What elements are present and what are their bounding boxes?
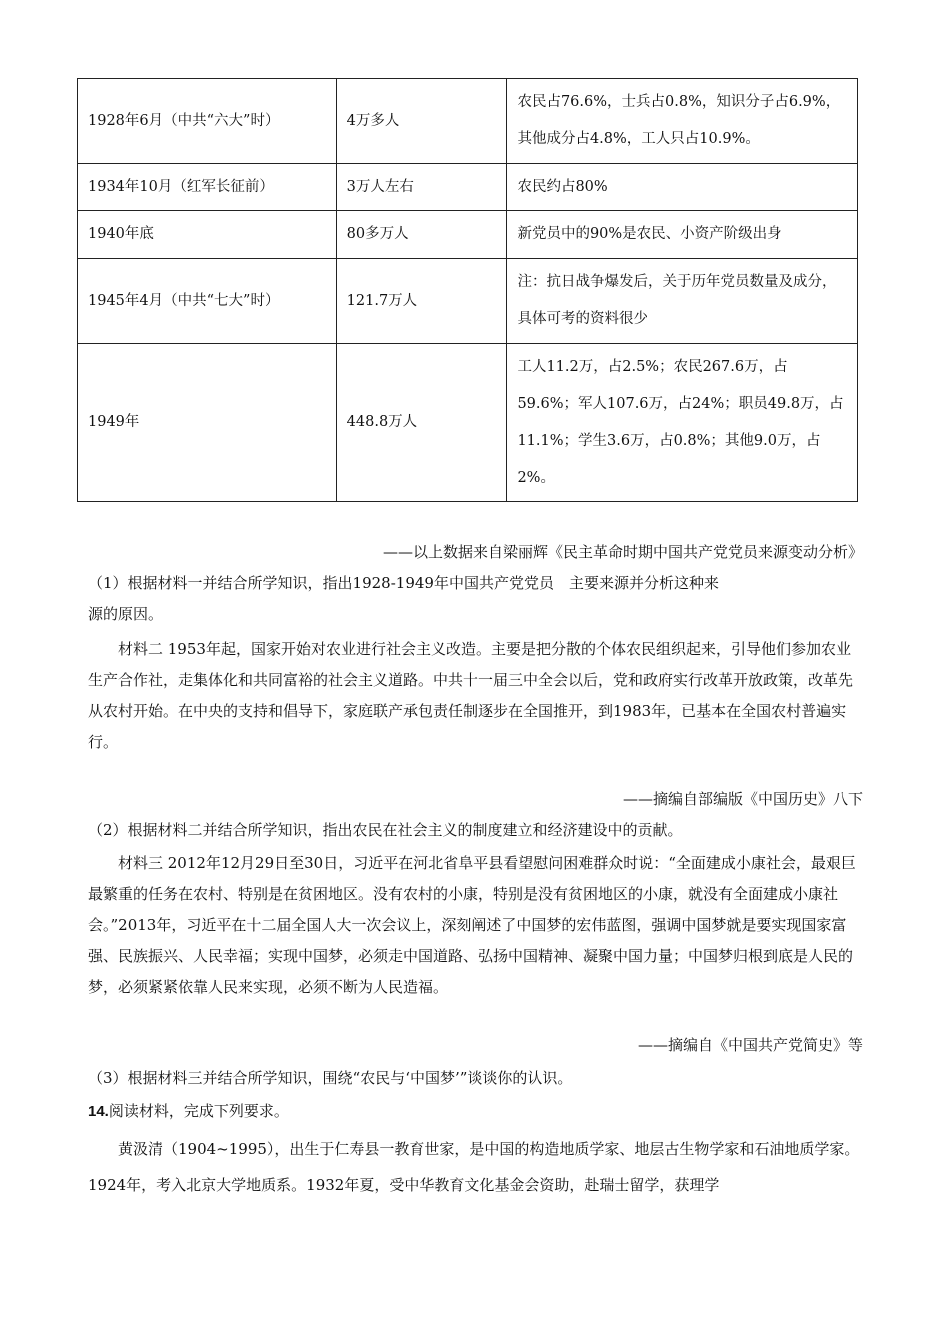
question-number: 14. <box>88 1103 109 1120</box>
table-cell-composition: 注：抗日战争爆发后，关于历年党员数量及成分，具体可考的资料很少 <box>507 259 858 344</box>
table-cell-count: 3万人左右 <box>336 164 507 211</box>
material-3: 材料三 2012年12月29日至30日，习近平在河北省阜平县看望慰问困难群众时说：“全面建成小康社会，最艰巨最繁重的任务在农村、特别是在贫困地区。没有农村的小康，特别是没有贫困地区的小康，就没有全面建成小康社会。”2013年，习近平在十二届全国人大一次会议上，深刻阐述了中国梦的宏伟蓝图，强调中国梦就是要实现国家富强、民族振兴、人民幸福；实现中国梦，必须走中国道路、弘扬中国精神、凝聚中国力量；中国梦归根到底是人民的梦，必须紧紧依靠人民来实现，必须不断为人民造福。 <box>88 854 856 996</box>
material1-source: ——以上数据来自梁丽辉《民主革命时期中国共产党党员来源变动分析》 <box>382 543 863 561</box>
table-cell-time: 1934年10月（红军长征前） <box>78 164 337 211</box>
table-cell-count: 121.7万人 <box>336 259 507 344</box>
table-cell-composition: 农民约占80% <box>507 164 858 211</box>
party-membership-table <box>77 78 858 502</box>
table-row <box>78 344 858 502</box>
table-row <box>78 164 858 211</box>
question-1: （1）根据材料一并结合所学知识，指出1928-1949年中国共产党党员 主要来源并分析这种来源的原因。 <box>88 574 719 623</box>
table-cell-count: 80多万人 <box>336 211 507 259</box>
table-cell-composition: 新党员中的90%是农民、小资产阶级出身 <box>507 211 858 259</box>
question-14-heading <box>88 1096 863 1127</box>
material2-source: ——摘编自部编版《中国历史》八下 <box>622 790 863 808</box>
table-row <box>78 211 858 259</box>
table-cell-count: 448.8万人 <box>336 344 507 502</box>
table-cell-time: 1940年底 <box>78 211 337 259</box>
question-14-material: 黄汲清（1904~1995），出生于仁寿县一教育世家，是中国的构造地质学家、地层古生物学家和石油地质学家。1924年，考入北京大学地质系。1932年夏，受中华教育文化基金会资助，赴瑞士留学，获理学 <box>88 1140 860 1194</box>
table-cell-composition: 农民占76.6%，士兵占0.8%，知识分子占6.9%，其他成分占4.8%，工人只占10.9%。 <box>507 79 858 164</box>
question-14-title: 阅读材料，完成下列要求。 <box>108 1102 289 1120</box>
material3-source: ——摘编自《中国共产党简史》等 <box>637 1036 863 1054</box>
table-cell-time: 1949年 <box>78 344 337 502</box>
question-2: （2）根据材料二并结合所学知识，指出农民在社会主义的制度建立和经济建设中的贡献。 <box>88 821 683 839</box>
table-row <box>78 79 858 164</box>
table-cell-time: 1928年6月（中共“六大”时） <box>78 79 337 164</box>
table-cell-composition: 工人11.2万，占2.5%；农民267.6万，占59.6%；军人107.6万，占24%；职员49.8万，占11.1%；学生3.6万，占0.8%；其他9.0万，占2%。 <box>507 344 858 502</box>
question-3: （3）根据材料三并结合所学知识，围绕“农民与‘中国梦’”谈谈你的认识。 <box>88 1069 573 1087</box>
material-2: 材料二 1953年起，国家开始对农业进行社会主义改造。主要是把分散的个体农民组织起来，引导他们参加农业生产合作社，走集体化和共同富裕的社会主义道路。中共十一届三中全会以后，党和政府实行改革开放政策，改革先从农村开始。在中央的支持和倡导下，家庭联产承包责任制逐步在全国推开，到1983年，已基本在全国农村普遍实行。 <box>88 640 854 751</box>
table-cell-count: 4万多人 <box>336 79 507 164</box>
table-cell-time: 1945年4月（中共“七大”时） <box>78 259 337 344</box>
table-row <box>78 259 858 344</box>
